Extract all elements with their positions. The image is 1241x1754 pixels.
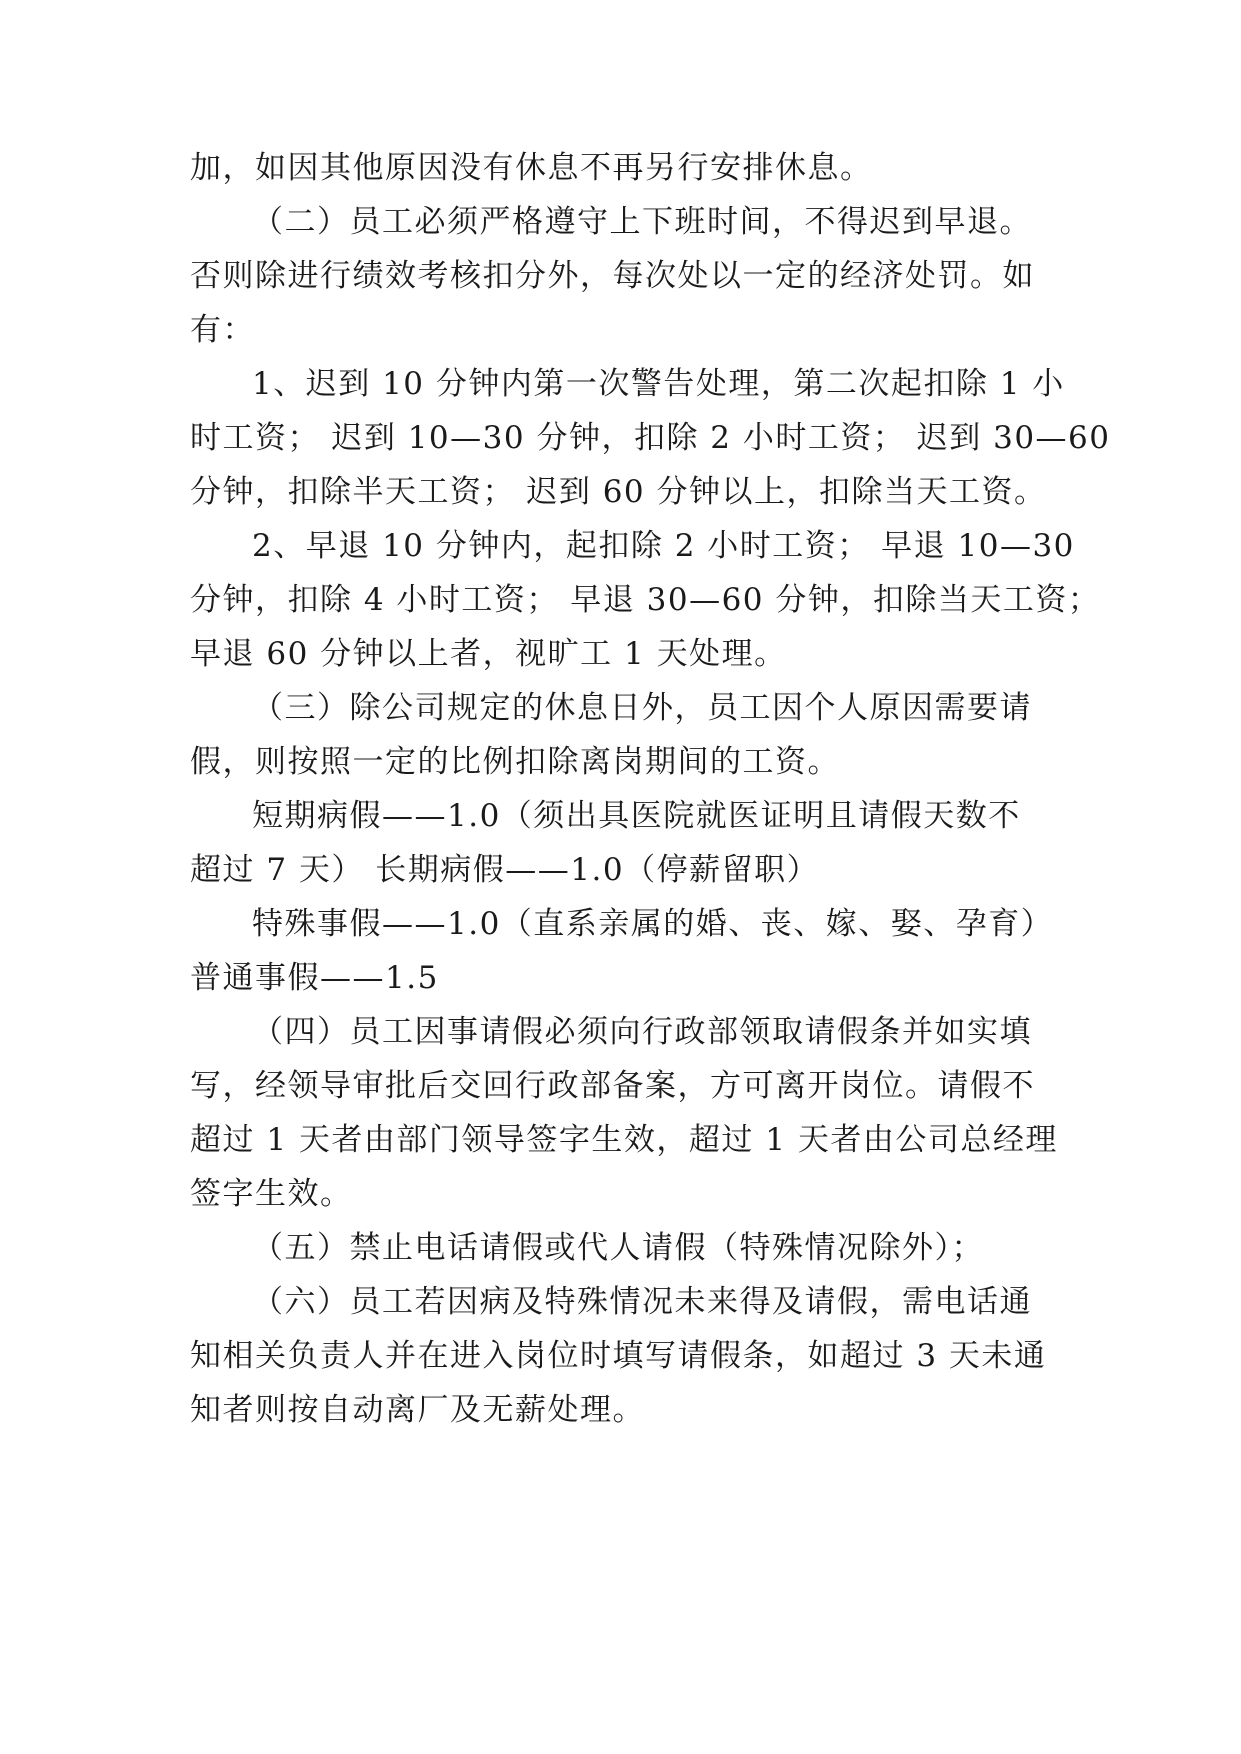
- paragraph-line: （四）员工因事请假必须向行政部领取请假条并如实填: [252, 1014, 1032, 1050]
- paragraph-line: 有：: [190, 312, 255, 348]
- paragraph-line: 普通事假——1.5: [190, 960, 439, 996]
- paragraph-line: 1、迟到 10 分钟内第一次警告处理，第二次起扣除 1 小: [252, 366, 1065, 402]
- paragraph-line: 假，则按照一定的比例扣除离岗期间的工资。: [190, 744, 840, 780]
- paragraph-line: 早退 60 分钟以上者，视旷工 1 天处理。: [190, 636, 787, 672]
- paragraph-line: 签字生效。: [190, 1176, 353, 1212]
- paragraph-line: 知者则按自动离厂及无薪处理。: [190, 1392, 645, 1428]
- paragraph-line: （二）员工必须严格遵守上下班时间，不得迟到早退。: [252, 204, 1032, 240]
- paragraph-line: （六）员工若因病及特殊情况未来得及请假，需电话通: [252, 1284, 1032, 1320]
- paragraph-line: 写，经领导审批后交回行政部备案，方可离开岗位。请假不: [190, 1068, 1035, 1104]
- paragraph-line: 知相关负责人并在进入岗位时填写请假条，如超过 3 天未通: [190, 1338, 1047, 1374]
- paragraph-line: 否则除进行绩效考核扣分外，每次处以一定的经济处罚。如: [190, 258, 1035, 294]
- paragraph-line: （三）除公司规定的休息日外，员工因个人原因需要请: [252, 690, 1032, 726]
- paragraph-line: 加，如因其他原因没有休息不再另行安排休息。: [190, 150, 873, 186]
- paragraph-line: 分钟，扣除半天工资； 迟到 60 分钟以上，扣除当天工资。: [190, 474, 1047, 510]
- paragraph-line: 超过 1 天者由部门领导签字生效，超过 1 天者由公司总经理: [190, 1122, 1058, 1158]
- paragraph-line: 特殊事假——1.0（直系亲属的婚、丧、嫁、娶、孕育）: [252, 906, 1054, 942]
- paragraph-line: 超过 7 天） 长期病假——1.0（停薪留职）: [190, 852, 820, 888]
- paragraph-line: 分钟，扣除 4 小时工资； 早退 30—60 分钟，扣除当天工资；: [190, 582, 1101, 618]
- paragraph-line: （五）禁止电话请假或代人请假（特殊情况除外）；: [252, 1230, 984, 1266]
- paragraph-line: 2、早退 10 分钟内，起扣除 2 小时工资； 早退 10—30: [252, 528, 1075, 564]
- paragraph-line: 短期病假——1.0（须出具医院就医证明且请假天数不: [252, 798, 1021, 834]
- paragraph-line: 时工资； 迟到 10—30 分钟，扣除 2 小时工资； 迟到 30—60: [190, 420, 1111, 456]
